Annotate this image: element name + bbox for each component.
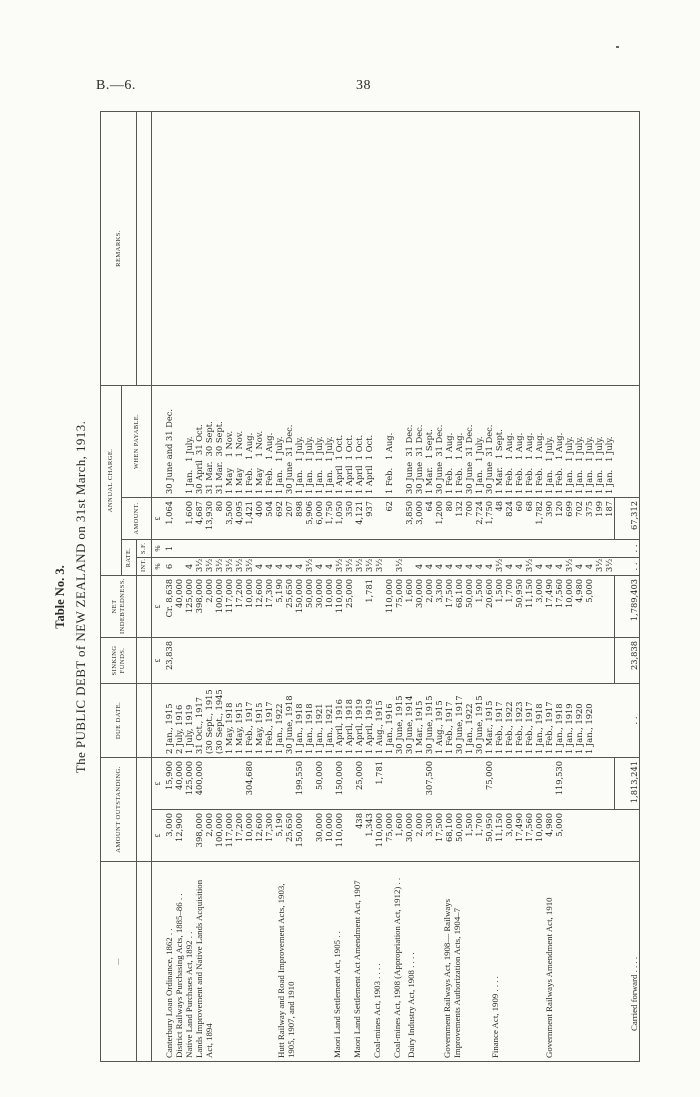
loan-description: Lands Improvement and Native Lands Acquisition Act, 1894 <box>194 879 214 1058</box>
when-payable-cell: 30 June and 31 Dec. 1 Jan. 1 July. 30 April 31 Oct. 31 Mar. 30 Sept. 31 Mar. 30 Sept. 1 May 1 Nov. 1 May 1 Nov. 1 Feb. 1 Aug. 1 May 1 Nov. 1 Feb. 1 Aug. 1 Jan. 1 July. 30 June 31 Dec. 1 Jan. 1 July. 1 Jan. 1 July. 1 Jan. 1 July. 1 Jan. 1 July. 1 April 1 Oct. 1 April 1 Oct. 1 April 1 Oct. 1 April 1 Oct. 1 Feb. 1 Aug. 30 June 31 Dec. 30 June 31 Dec. 1 Mar. 1 Sept. 30 June 31 Dec. 1 Feb. 1 Aug. 1 Feb. 1 Aug. 30 June 31 Dec. 1 Jan. 1 July. 30 June 31 Dec. 1 Mar. 1 Sept. 1 Feb. 1 Aug. 1 Feb. 1 Aug. 1 Feb. 1 Aug. 1 Feb. 1 Aug. 1 Jan. 1 July. 1 Feb. 1 Aug. 1 Jan. 1 July. 1 Jan. 1 July. 1 Jan. 1 July. 1 Jan. 1 July. 1 Jan. 1 July. <box>164 385 615 497</box>
col-header-amount: AMOUNT. <box>122 497 152 539</box>
carried-forward-row: Carried forward . . . . 1,813,241 . . 23,838 1,789,403 . . . . 67,312 <box>615 111 640 1061</box>
table-label: Table No. 3. <box>53 565 67 629</box>
rate-sf-cell: 1 <box>164 539 615 557</box>
amount-totals-cell: 15,900 40,000 125,000 400,000 304,680 199,550 50,000 150,000 25,000 1,781 307,500 75,000 119,530 <box>164 757 615 809</box>
col-header-sinking-funds: SINKING FUNDS. <box>101 637 137 683</box>
loan-description: Government Railways Amendment Act, 1910 <box>544 897 554 1058</box>
loan-description: Coal-mines Act, 1903 . . . . <box>372 963 382 1058</box>
unit-pound: £ <box>152 575 165 637</box>
annual-amount-cell: 1,064 1,600 4,687 13,930 80 3,500 4,095 1,421 400 504 692 207 898 5,906 6,000 1,750 1,050 350 4,121 937 62 3,850 3,000 64 1,200 80 132 700 2,724 1,750 48 824 60 68 1,782 390 120 699 702 375 199 187 <box>164 497 615 539</box>
unit-pound: £ <box>152 637 165 683</box>
carried-forward-label: Carried forward . . . . <box>615 862 640 1062</box>
loan-description: Finance Act, 1909 . . . . <box>490 976 500 1058</box>
col-header-net-indebtedness: NET INDEBTEDNESS. <box>101 575 137 637</box>
rotated-table-page <box>48 102 652 1092</box>
loan-description: Maori Land Settlement Act Amendment Act, 1907 <box>352 880 362 1058</box>
loan-description: Native Land Purchases Act, 1892 . . <box>184 931 194 1058</box>
public-debt-table <box>100 111 640 1062</box>
col-header-due-date: DUE DATE. <box>101 683 137 757</box>
table-title: The PUBLIC DEBT of NEW ZEALAND on 31st March, 1913. <box>73 420 88 774</box>
unit-percent: % <box>152 539 165 557</box>
remarks-cell <box>164 111 615 385</box>
page-section-code: B.—6. <box>96 78 136 93</box>
col-header-rate: RATE. <box>122 539 137 575</box>
net-indebtedness-cell: Cr. 8,638 40,000 125,000 398,000 2,000 100,000 117,000 17,200 10,000 12,600 17,300 5,190 25,650 150,000 50,000 30,000 10,000 110,000 25,000 1,781 110,000 75,000 1,600 30,000 2,000 3,300 17,500 68,100 50,000 1,500 20,600 1,500 1,700 50,950 11,150 3,000 17,490 17,560 10,000 4,980 5,000 <box>164 575 615 637</box>
col-header-when-payable: WHEN PAYABLE. <box>122 385 152 497</box>
loan-description: Hutt Railway and Road Improvement Acts, 1903, 1905, 1907, and 1910 <box>276 883 296 1058</box>
col-header-rate-sf: S.F. <box>137 539 152 557</box>
carried-annual-amount: 67,312 <box>615 497 640 539</box>
carried-amount: 1,813,241 <box>615 757 640 809</box>
carried-sinking-funds: 23,838 <box>615 637 640 683</box>
col-header-remarks: REMARKS. <box>101 111 137 385</box>
col-header-description: — <box>101 862 137 1062</box>
col-header-amount-outstanding: AMOUNT OUTSTANDING. <box>101 757 137 861</box>
loan-description: District Railways Purchasing Acts, 1885–86 . . <box>174 893 184 1058</box>
loan-description: Government Railways Act, 1908— Railways Improvements Authorization Acts, 1904–7 <box>442 898 462 1058</box>
sinking-funds-cell: 23,838 <box>164 637 615 683</box>
rate-int-cell: 6 4 3½ 3½ 3½ 3½ 3½ 3½ 4 4 4 4 4 3½ 4 4 3½ 3½ 3½ 3½ 3½ 3½ 4 4 4 4 4 4 4 4 3½ 4 4 3½ 4 4 4 3½ 4 4 3½ 3½ <box>164 557 615 575</box>
loan-description: Coal-mines Act, 1908 (Appropriation Act, 1912) . . <box>392 877 402 1058</box>
col-header-rate-int: INT. <box>137 557 152 575</box>
unit-pound: £ <box>152 810 165 862</box>
amount-items-cell: 3,000 12,900 398,000 2,000 100,000 117,000 17,200 10,000 12,600 17,300 5,190 25,650 150,000 30,000 10,000 110,000 438 1,343 110,000 75,000 1,600 30,000 2,000 3,300 17,500 68,100 50,000 1,500 1,700 50,950 11,150 3,000 17,490 17,560 10,000 4,980 5,000 <box>164 810 615 862</box>
page-number: 38 <box>356 78 371 93</box>
description-cell <box>164 862 615 1062</box>
loan-description: Canterbury Loan Ordinance, 1862 . . <box>164 928 174 1058</box>
loan-description: Dairy Industry Act, 1908 . . . . <box>406 952 416 1058</box>
col-header-annual-charge: ANNUAL CHARGE. <box>101 385 122 575</box>
unit-pound: £ <box>152 497 165 539</box>
unit-percent: % <box>152 557 165 575</box>
loan-description: Maori Land Settlement Act, 1905 . . <box>332 931 342 1058</box>
print-speck <box>616 46 619 48</box>
unit-pound: £ <box>152 757 165 809</box>
due-date-cell: 2 Jan., 1915 2 July, 1916 1 July, 1919 31 Oct., 1917 (30 Sept., 1915 (30 Sept., 1945 1 May, 1918 1 May, 1915 1 Feb., 1917 1 May, 1915 1 Feb., 1917 1 Jan., 1922 30 June, 1918 1 Jan., 1918 1 Jan., 1918 1 Jan., 1921 1 Jan., 1921 1 April, 1916 1 April, 1918 1 April, 1919 1 April, 1919 1 Aug., 1915 1 Jan., 1916 30 June, 1915 30 June, 1914 1 Mar., 1915 30 June, 1915 1 Aug., 1915 1 Feb., 1917 30 June, 1917 1 Jan., 1922 30 June, 1915 1 Mar., 1915 1 Feb., 1917 1 Feb., 1922 1 Feb., 1923 1 Feb., 1917 1 Jan., 1918 1 Feb., 1917 1 Jan., 1918 1 Jan., 1919 1 Jan., 1920 1 Jan., 1920 <box>164 683 615 757</box>
table-body-row <box>164 111 615 1061</box>
carried-net-indebtedness: 1,789,403 <box>615 575 640 637</box>
